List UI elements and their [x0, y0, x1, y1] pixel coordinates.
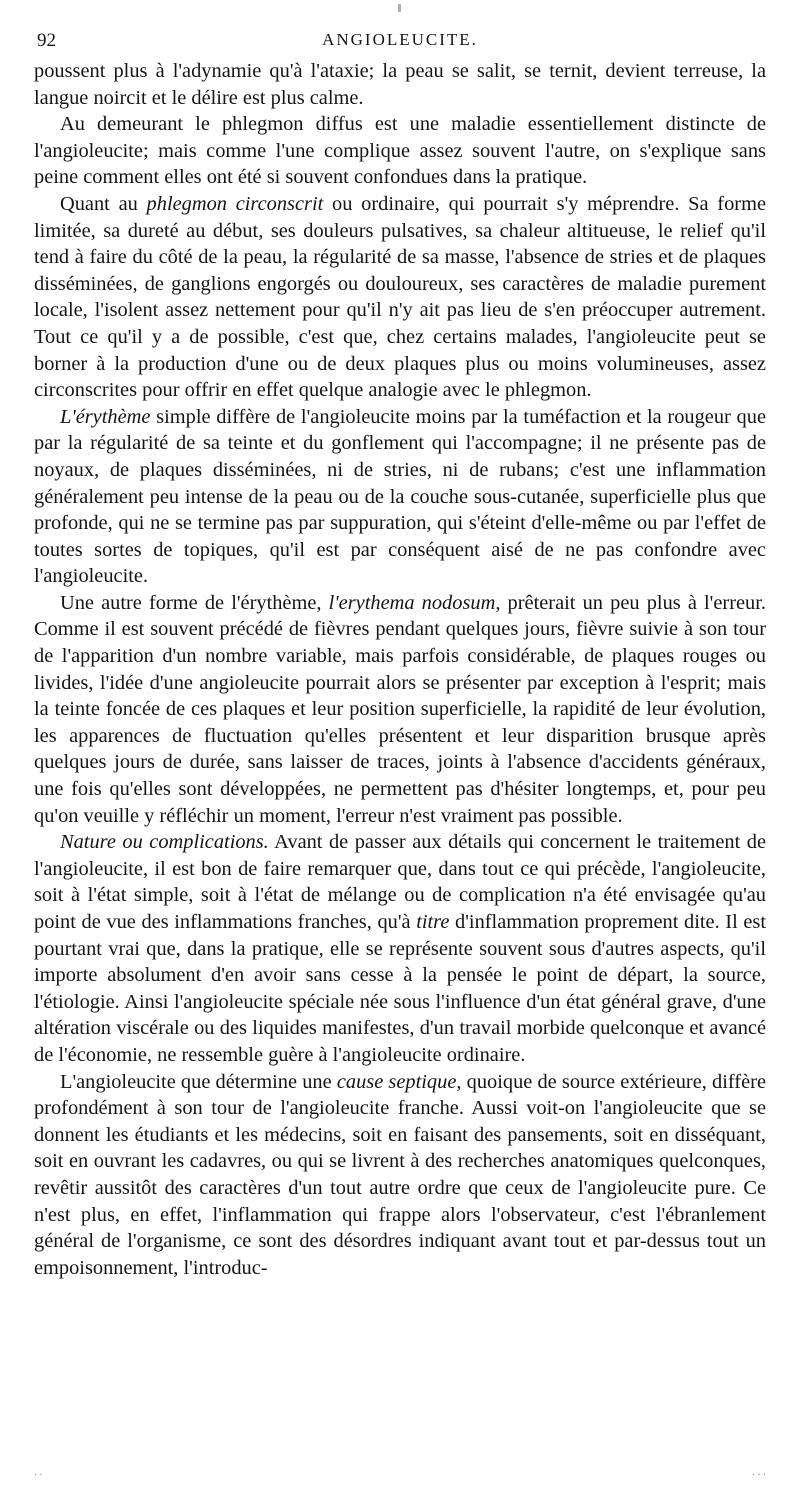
- italic-term: cause septique: [336, 1070, 457, 1093]
- section-heading-italic: Nature ou complications.: [60, 831, 269, 854]
- italic-term: l'erythema nodosum: [328, 591, 496, 614]
- book-page: [34, 30, 766, 1281]
- text-segment: d'inflammation proprement dite. Il est pourtant vrai que, dans la pratique, elle se représente souvent sous d'autres aspects, qu'il importe absolument d'en avoir sans cesse à la pensée le point de départ, la source, l'étiologie. Ainsi l'angioleucite spéciale née sous l'influence d'un état général grave, d'une altération viscérale ou des liquides manifestes, d'un travail morbide quelconque et avancé de l'économie, ne ressemble guère à l'angioleucite ordinaire.: [34, 911, 767, 1066]
- paragraph: [34, 58, 766, 111]
- text-segment: , prêterait un peu plus à l'erreur. Comme il est souvent précédé de fièvres pendant quelques jours, fièvre suivie à son tour de l'apparition d'un nombre variable, mais parfois considérable, de plaques rouges ou livides, l'idée d'une angioleucite pourrait alors se présenter par exception à l'esprit; mais la teinte foncée de ces plaques et leur position superficielle, la rapidité de leur évolution, les apparences de fluctuation qu'elles présentent et leur disparition brusque après quelques jours de durée, sans laisser de traces, joints à l'absence d'accidents généraux, une fois qu'elles sont développées, ne permettent pas d'hésiter longtemps, et, pour peu qu'on veuille y réfléchir un moment, l'erreur n'est vraiment pas possible.: [34, 591, 766, 827]
- page-header: [34, 30, 766, 56]
- text-segment: Quant au: [60, 192, 147, 215]
- italic-term: phlegmon circonscrit: [146, 192, 324, 215]
- paragraph: [34, 829, 766, 1068]
- text-segment: Avant de passer aux détails qui concernent le traitement de l'angioleucite, il est bon de faire remarquer que, dans tout ce qui précède, l'angioleucite, soit à l'état simple, soit à l'état de mélange ou de complication n'a été envisagée qu'au point de vue des inflammations franches, qu'à: [34, 831, 766, 933]
- text-segment: poussent plus à l'adynamie qu'à l'ataxie; la peau se salit, se ternit, devient terreuse, la langue noircit et le délire est plus calme.: [34, 60, 766, 109]
- text-segment: L'angioleucite que détermine une: [60, 1070, 337, 1093]
- scan-speck-left: . .: [34, 1466, 43, 1478]
- italic-term: L'érythème: [60, 405, 151, 428]
- text-segment: Au demeurant le phlegmon diffus est une maladie essentiellement distincte de l'angioleucite; mais comme l'une complique assez souvent l'autre, on s'explique sans peine comment elles ont été si souvent confondues dans la pratique.: [34, 113, 766, 189]
- text-segment: ou ordinaire, qui pourrait s'y méprendre. Sa forme limitée, sa dureté au début, ses douleurs pulsatives, sa chaleur altitueuse, le relief qu'il tend à faire du côté de la peau, la régularité de sa masse, l'absence de stries et de plaques disséminées, de ganglions engorgés ou douloureux, ses caractères de maladie purement locale, l'isolent assez nettement pour qu'il n'y ait pas lieu de s'en préoccuper autrement. Tout ce qu'il y a de possible, c'est que, chez certains malades, l'angioleucite peut se borner à la production d'une ou de deux plaques plus ou moins volumineuses, assez circonscrites pour offrir en effet quelque analogie avec le phlegmon.: [34, 192, 766, 402]
- text-segment: Une autre forme de l'érythème,: [60, 591, 329, 614]
- paragraph: [34, 191, 766, 404]
- top-scan-mark: [398, 4, 401, 12]
- scan-speck-right: . . .: [752, 1466, 766, 1478]
- paragraph: [34, 1069, 766, 1282]
- paragraph: [34, 590, 766, 829]
- text-segment: , quoique de source extérieure, diffère profondément à son tour de l'angioleucite franche. Aussi voit-on l'angioleucite que se donnent les étudiants et les médecins, soit en faisant des pansements, soit en disséquant, soit en ouvrant les cadavres, ou qui se livrent à des recherches anatomiques quelconques, revêtir aussitôt des caractères d'un tout autre ordre que ceux de l'angioleucite pure. Ce n'est plus, en effet, l'inflammation qui frappe alors l'observateur, c'est l'ébranlement général de l'organisme, ce sont des désordres indiquant avant tout et par-dessus tout un empoisonnement, l'introduc-: [34, 1070, 766, 1279]
- paragraph: [34, 404, 766, 590]
- page-number: 92: [37, 30, 56, 51]
- italic-term: titre: [416, 911, 450, 933]
- text-segment: simple diffère de l'angioleucite moins par la tuméfaction et la rougeur que par la régularité de sa teinte et du gonflement qui l'accompagne; il ne présente pas de noyaux, de plaques disséminées, ni de stries, ni de rubans; c'est une inflammation généralement peu intense de la peau ou de la couche sous-cutanée, superficielle plus que profonde, qui ne se termine pas par suppuration, qui s'éteint d'elle-même ou par l'effet de toutes sortes de topiques, qu'il est par conséquent aisé de ne pas confondre avec l'angioleucite.: [34, 405, 766, 588]
- paragraph: [34, 111, 766, 191]
- running-title: ANGIOLEUCITE.: [322, 30, 478, 49]
- bottom-scan-marks: [34, 1466, 766, 1480]
- body-text: [34, 58, 766, 1281]
